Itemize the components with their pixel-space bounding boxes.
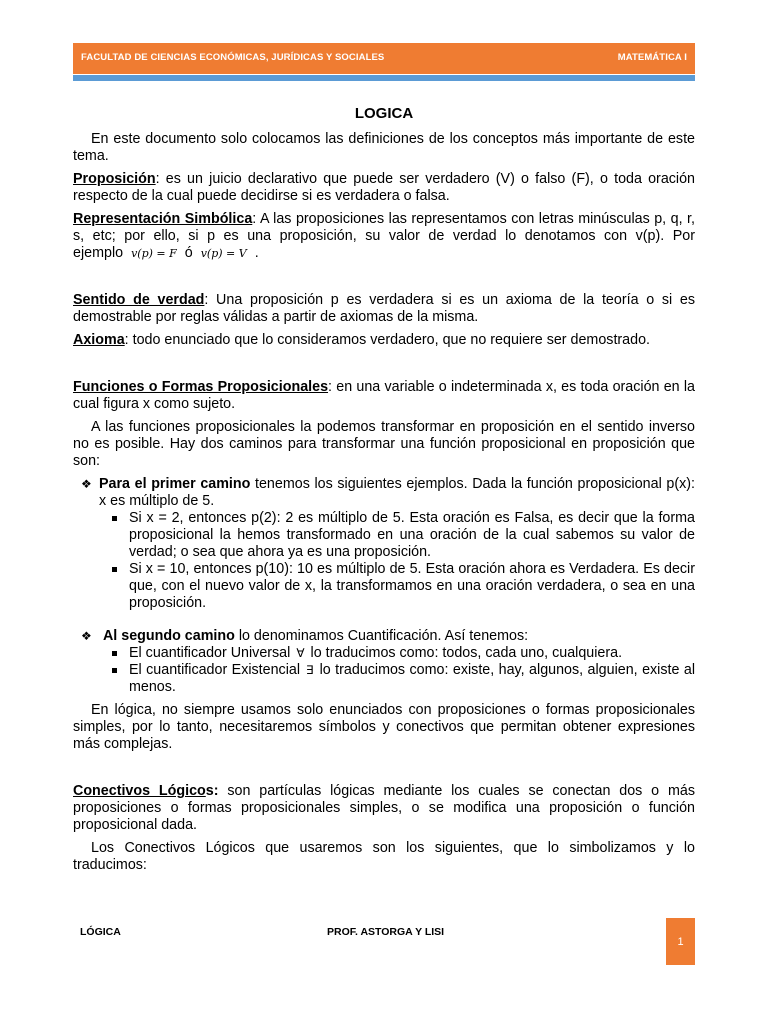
conectivos-term-end: s: [205, 783, 219, 799]
spacer [73, 355, 695, 379]
list-item [129, 645, 695, 662]
diamond-bullet-icon: ❖ [81, 629, 92, 643]
representacion-text: : A las proposiciones las representamos con letras minúsculas p, q, r, s, etc; por ello, si p es una proposición, su valor de verdad lo denotamos con v(p). Por ejemplo [73, 211, 695, 261]
camino2-bold: Al segundo camino [102, 628, 235, 644]
list-item: Si x = 10, entonces p(10): 10 es múltiplo de 5. Esta oración ahora es Verdadera. Es decir que, con el nuevo valor de x, la transformamos en una oración verdadera, o sea en una proposición. [129, 561, 695, 611]
camino1-list [73, 510, 695, 612]
proposicion-paragraph [73, 171, 695, 205]
diamond-bullet-icon: ❖ [81, 477, 92, 491]
intro-paragraph: En este documento solo colocamos las definiciones de los conceptos más importante de este tema. [73, 131, 695, 164]
header-course: MATEMÁTICA I [617, 52, 687, 63]
camino1-text: tenemos los siguientes ejemplos. Dada la función proposicional p(x): x es múltiplo de 5. [99, 476, 695, 509]
camino1-item [81, 476, 695, 510]
camino2-text: lo denominamos Cuantificación. Así tenemos: [234, 628, 529, 644]
axioma-text: : todo enunciado que lo consideramos verdadero, que no requiere ser demostrado. [124, 332, 651, 348]
conectivos-paragraph [73, 783, 695, 834]
existential-label: El cuantificador Existencial [129, 662, 300, 678]
list-item: Si x = 2, entonces p(2): 2 es múltiplo de 5. Esta oración es Falsa, es decir que la forma proposicional la hemos transformado en una oración de la cual sabemos su valor de verdad; o sea que ahora ya es una proposición. [129, 510, 695, 560]
equation-true: v(p) = V [200, 247, 247, 260]
spacer [73, 268, 695, 292]
funciones-text: : en una variable o indeterminada x, es toda oración en la cual figura x como sujeto. [73, 379, 695, 412]
axioma-paragraph [73, 332, 695, 349]
camino2-item [81, 628, 695, 645]
footer-subject: LÓGICA [80, 926, 121, 938]
header-rule [73, 75, 695, 81]
representacion-paragraph [73, 211, 695, 262]
page-number: 1 [677, 936, 684, 948]
spacer [73, 759, 695, 783]
page-number-box [666, 918, 695, 965]
conectivos-term: Conectivos Lógico [73, 783, 206, 799]
axioma-term: Axioma [73, 332, 125, 348]
equation-false: v(p) = F [131, 247, 177, 260]
footer-author: PROF. ASTORGA Y LISI [327, 926, 445, 938]
camino2-list [73, 645, 695, 696]
proposicion-text: : es un juicio declarativo que puede ser verdadero (V) o falso (F), o toda oración respecto de la cual puede decidirse si es verdadera o falsa. [73, 171, 695, 204]
sentido-paragraph [73, 292, 695, 326]
sentido-text: : Una proposición p es verdadera si es un axioma de la teoría o si es demostrable por reglas válidas a partir de axiomas de la misma. [73, 292, 695, 325]
header-faculty: FACULTAD DE CIENCIAS ECONÓMICAS, JURÍDICAS Y SOCIALES [81, 52, 385, 63]
forall-symbol: ∀ [296, 646, 305, 660]
funciones-paragraph [73, 379, 695, 413]
camino1-bold: Para el primer camino [99, 476, 251, 492]
document-body [73, 131, 695, 880]
funciones-term: Funciones o Formas Proposicionales [73, 379, 329, 395]
page-title: LOGICA [354, 105, 414, 122]
exists-symbol: ∃ [306, 663, 314, 677]
equation-or: ó [184, 245, 193, 261]
conectivos-text: son partículas lógicas mediante los cuales se conectan dos o más proposiciones o formas proposicionales simples, o se modifica una proposición o función proposicional dada. [73, 783, 695, 833]
universal-label: El cuantificador Universal [129, 645, 291, 661]
conectivos-paragraph-2: Los Conectivos Lógicos que usaremos son los siguientes, que lo simbolizamos y lo traducimos: [73, 840, 695, 873]
funciones-paragraph-2: A las funciones proposicionales la podemos transformar en proposición en el sentido inverso no es posible. Hay dos caminos para transformar una función proposicional en proposición que son: [73, 419, 695, 469]
representacion-term: Representación Simbólica [73, 211, 253, 227]
representacion-end: . [254, 245, 259, 261]
spacer [73, 618, 695, 628]
logica-paragraph: En lógica, no siempre usamos solo enunciados con proposiciones o formas proposicionales simples, por lo tanto, necesitaremos símbolos y conectivos que permitan obtener expresiones más complejas. [73, 702, 695, 752]
existential-text: lo traducimos como: existe, hay, algunos, alguien, existe al menos. [129, 662, 695, 695]
proposicion-term: Proposición [73, 171, 156, 187]
list-item [129, 662, 695, 696]
page-header [73, 43, 695, 74]
universal-text: lo traducimos como: todos, cada uno, cualquiera. [310, 645, 623, 661]
sentido-term: Sentido de verdad [73, 292, 205, 308]
